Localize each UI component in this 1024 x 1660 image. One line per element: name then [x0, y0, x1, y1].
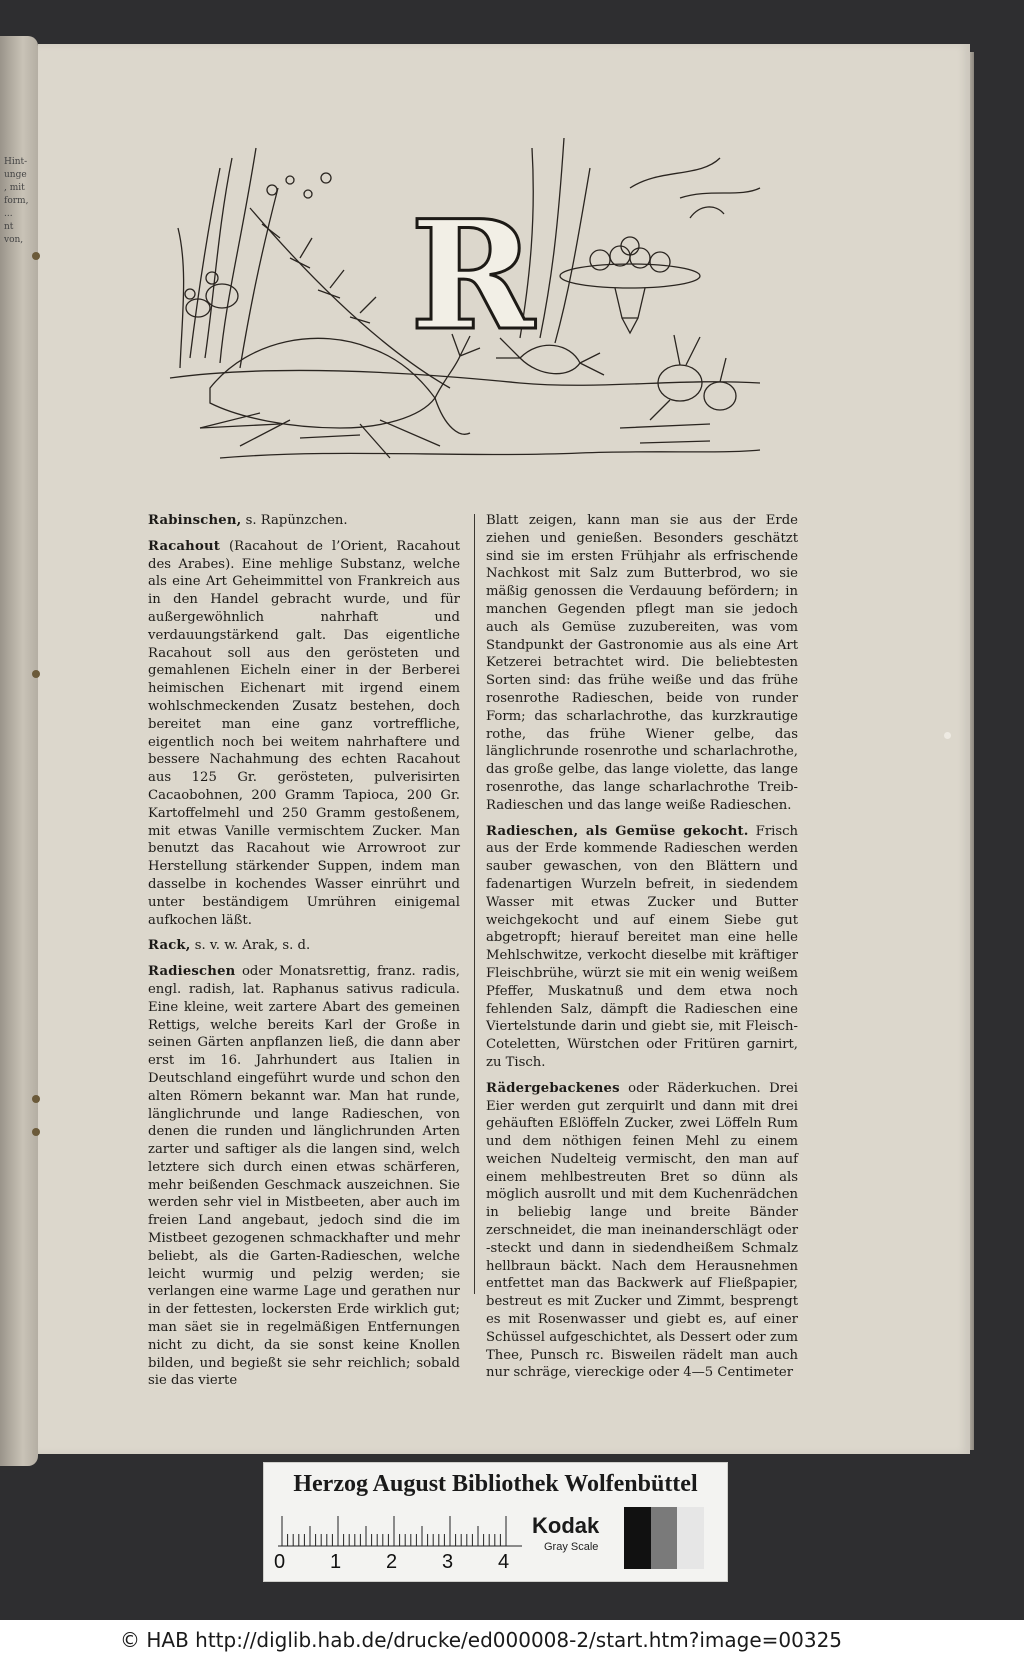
entry-headword: Rabinschen, [148, 513, 242, 528]
entry-text: Blatt zeigen, kann man sie aus der Erde ziehen und genießen. Besonders geschätzt sind sie im ersten Frühjahr als erfrischende Nachkost mit Salz zum Butterbrod, wo sie mäßig genossen die Verdauung befördern; in manchen Gegenden pflegt man sie jedoch auch als Gemüse zuzubereiten, was vom Standpunkt der Gastronomie aus als eine Art Ketzerei betrachtet wird. Die beliebtesten Sorten sind: das frühe weiße und das frühe rosenrothe Radieschen, beide von runder Form; das scharlachrothe, das kurzkrautige rothe, das frühe Wiener gelbe, das länglichrunde rosenrothe und scharlachrothe, das große gelbe, das lange violette, das lange rosenrothe, das lange scharlachrothe Treib-Radieschen und das lange weiße Radieschen. [486, 513, 798, 813]
column-divider [474, 514, 475, 1294]
ruler-number: 0 [274, 1551, 286, 1573]
entry-raedergebackenes [486, 1080, 798, 1383]
color-calibration-card [263, 1462, 728, 1582]
entry-headword: Rack, [148, 938, 191, 954]
kodak-logo: Kodak [532, 1513, 600, 1538]
swatch-black [624, 1507, 651, 1569]
left-page-edge [0, 36, 38, 1466]
entry-text: (Racahout de l’Orient, Racahout des Arabes). Eine mehlige Substanz, welche als eine Art Geheimmittel von Frankreich aus in den Handel gebracht wurde, und für außergewöhnlich nahrhaft und verdauungstärkend galt. Das eigentliche Racahout soll aus den gerösteten und gemahlenen Eicheln einer in der Berberei heimischen Eichenart mit irgend einem wohlschmeckenden Zusatz bestehen, doch bereitet man eine ganz vortreffliche, eigentlich noch bei weitem nahrhaftere und bessere Nachahmung des echten Racahout aus 125 Gr. gerösteten, pulverisirten Cacaobohnen, 200 Gramm Tapioca, 200 Gr. Kartoffelmehl und 250 Gramm gestoßenem, mit etwas Vanille vermischtem Zucker. Man benutzt das Racahout wie Arrowroot zur Herstellung stärkender Suppen, indem man dasselbe in kochendes Wasser einrührt und unter beständigem Umrühren einigemal aufkochen läßt. [148, 538, 460, 928]
ruler-number: 1 [330, 1551, 342, 1573]
ruler-number: 2 [386, 1551, 398, 1573]
entry-radieschen [148, 963, 460, 1390]
entry-rabinschen [148, 512, 460, 530]
binding-ring [32, 1095, 40, 1103]
vignette-illustration [160, 128, 800, 488]
entry-headword: Rädergebackenes [486, 1080, 620, 1096]
entry-headword: Radieschen, als Gemüse gekocht. [486, 823, 749, 839]
swatch-gray [651, 1507, 678, 1569]
entry-rack [148, 937, 460, 955]
ruler-number: 3 [442, 1551, 454, 1573]
entry-radieschen-gemuese [486, 823, 798, 1072]
swatch-white [677, 1507, 704, 1569]
footer-bar [0, 1620, 1024, 1660]
ruler-scale [278, 1513, 522, 1547]
entry-headword: Radieschen [148, 964, 236, 980]
entry-radieschen-continued [486, 512, 798, 815]
entry-text: oder Monatsrettig, franz. radis, engl. radish, lat. Raphanus sativus radicula. Eine kleine, weit zartere Abart des gemeinen Rettigs, welche bereits Karl der Große in seinen Gärten anpflanzen ließ, die dann aber erst im 16. Jahrhundert aus Italien in Deutschland eingeführt wurde und schon den alten Römern bekannt war. Man hat runde, länglichrunde und lange Radieschen, von denen die runden und länglichrunden Arten zarter und saftiger als die langen sind, welch letztere sich durch einen etwas schärferen, mehr beißenden Geschmack auszeichnen. Sie werden sehr viel in Mistbeeten, aber auch im freien Land angebaut, jedoch sind die im Mistbeet gezogenen schmackhafter und mehr beliebt, als die Garten-Radieschen, welche leicht wurmig und pelzig werden; sie verlangen eine warme Lage und gerathen nur in der fettesten, lockersten Erde wirklich gut; man säet sie in regelmäßigen Entfernungen nicht zu dicht, da sie sonst keine Knollen bilden, und begießt sie sehr reichlich; sobald sie das vierte [148, 964, 460, 1389]
entry-racahout [148, 538, 460, 930]
gray-scale-label: Gray Scale [544, 1541, 599, 1553]
ruler-numbers [274, 1551, 524, 1575]
library-name: Herzog August Bibliothek Wolfenbüttel [293, 1471, 698, 1497]
entry-headword: Racahout [148, 538, 221, 554]
text-column-right [486, 512, 798, 1390]
entry-text: s. v. w. Arak, s. d. [190, 938, 311, 954]
initial-letter: R [410, 188, 535, 364]
page-mark [944, 732, 951, 739]
binding-ring [32, 1128, 40, 1136]
entry-text: oder Räderkuchen. Drei Eier werden gut zerquirlt und dann mit drei gehäuften Eßlöffeln Zucker, zwei Löffeln Rum und dem nöthigen feinen Mehl zu einem weichen Nudelteig vermischt, den man auf einem mehlbestreuten Bret so dünn als möglich ausrollt und mit dem Kuchenrädchen in beliebig lange und breite Bänder zerschneidet, die man ineinanderschlägt oder -steckt und dann in siedendheißem Schmalz hellbraun bäckt. Nach dem Herausnehmen entfettet man das Backwerk auf Fließpapier, bestreut es mit Zucker und Zimmt, besprengt es mit Rosenwasser und giebt es, auf einer Schüssel aufgeschichtet, als Dessert oder zum Thee, Punsch rc. Bisweilen rädelt man auch nur schräge, viereckige oder 4—5 Centimeter [486, 1080, 798, 1381]
binding-ring [32, 252, 40, 260]
footer-copyright-url[interactable]: © HAB http://diglib.hab.de/drucke/ed000008-2/start.htm?image=00325 [120, 1628, 843, 1652]
entry-text: s. Rapünzchen. [241, 513, 348, 528]
ruler-number: 4 [498, 1551, 510, 1573]
binding-ring [32, 670, 40, 678]
text-column-left [148, 512, 460, 1398]
gray-swatches [624, 1507, 704, 1569]
left-page-fragment: Hint- unge , mit form, ... nt von, [4, 157, 29, 245]
entry-text: Frisch aus der Erde kommende Radieschen werden sauber gewaschen, von den Blättern und fadenartigen Wurzeln befreit, in siedendem Wasser mit etwas Zucker und Butter weichgekocht und auf einem Siebe gut abgetropft; hierauf bereitet man eine helle Mehlschwitze, verkocht dieselbe mit kräftiger Fleischbrühe, würzt sie mit ein wenig weißem Pfeffer, Muskatnuß und dem etwa noch fehlenden Salz, dämpft die Radieschen eine Viertelstunde darin und giebt sie, mit Fleisch-Coteletten, Würstchen oder Fritüren garnirt, zu Tisch. [486, 823, 798, 1070]
